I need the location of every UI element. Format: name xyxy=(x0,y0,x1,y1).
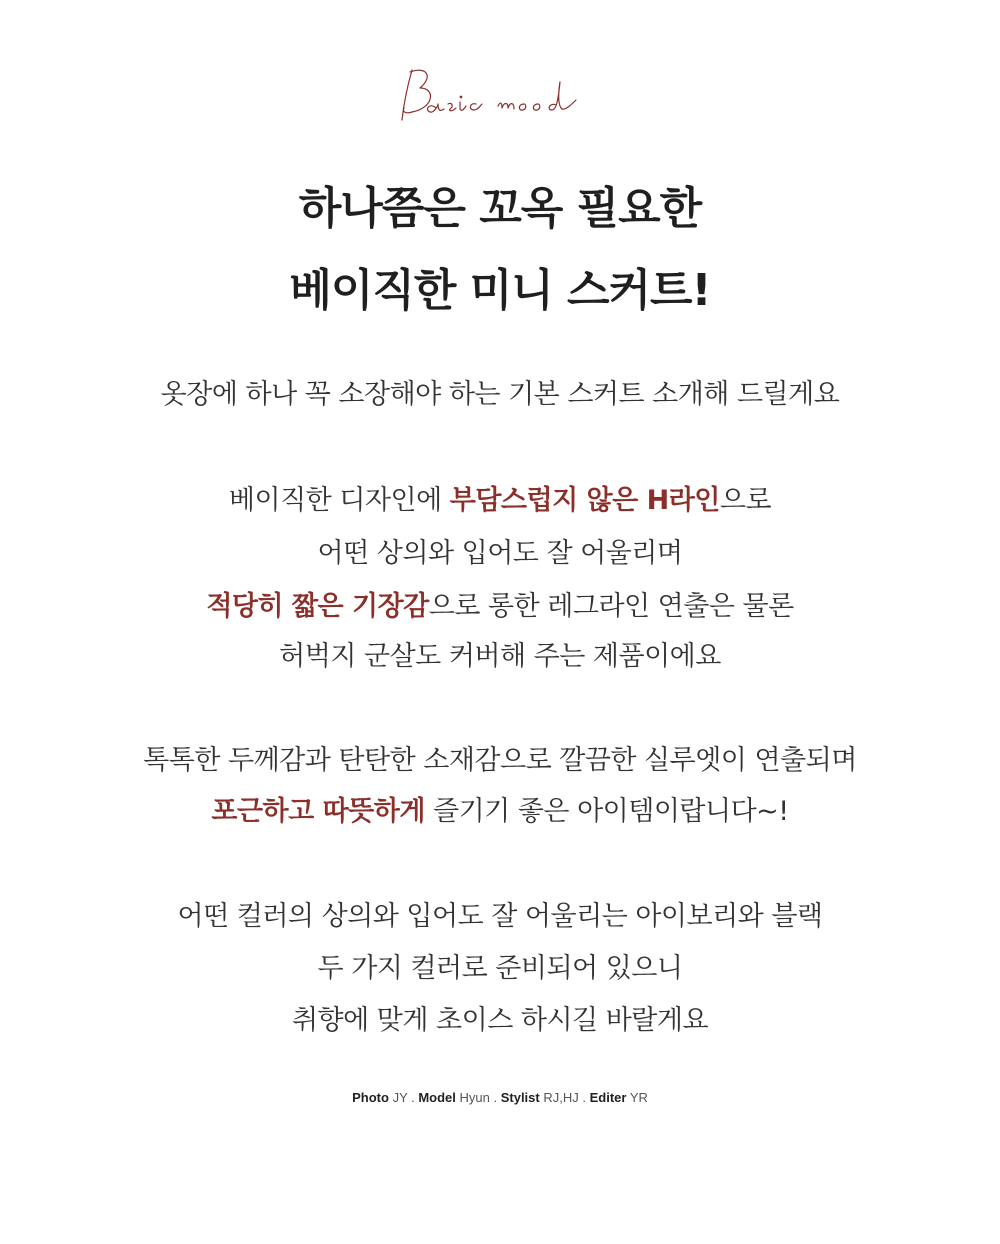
para3-line-2: 두 가지 컬러로 준비되어 있으니 xyxy=(317,953,683,984)
para1-line-3 xyxy=(0,584,1000,623)
credits-line xyxy=(0,1090,1000,1105)
intro-line: 옷장에 하나 꼭 소장해야 하는 기본 스커트 소개해 드릴게요 xyxy=(160,379,840,410)
headline-line-1: 하나쯤은 꼬옥 필요한 xyxy=(298,183,702,234)
script-title-logo xyxy=(390,62,610,134)
para2-line-1: 톡톡한 두께감과 탄탄한 소재감으로 깔끔한 실루엣이 연출되며 xyxy=(143,745,857,776)
headline-line-2: 베이직한 미니 스커트! xyxy=(289,265,711,316)
para1-line-3-text: 으로 롱한 레그라인 연출은 물론 xyxy=(428,591,794,622)
credit-editer-label: Editer xyxy=(589,1090,627,1105)
credit-model-value: Hyun . xyxy=(459,1090,501,1105)
para1-line-1 xyxy=(0,478,1000,517)
credit-photo-value: JY . xyxy=(392,1090,419,1105)
para1-line-1-text-b: 으로 xyxy=(719,485,772,516)
para2-line-2 xyxy=(0,789,1000,828)
para3-line-3: 취향에 맞게 초이스 하시길 바랄게요 xyxy=(291,1005,709,1036)
credit-stylist-value: RJ,HJ . xyxy=(543,1090,590,1105)
para2-line-2-accent: 포근하고 따뜻하게 xyxy=(211,796,425,827)
credit-stylist-label: Stylist xyxy=(500,1090,540,1105)
para1-line-3-accent: 적당히 짧은 기장감 xyxy=(206,591,429,622)
credit-photo-label: Photo xyxy=(352,1090,389,1105)
para1-line-1-text-a: 베이직한 디자인에 xyxy=(228,485,450,516)
para1-line-1-accent: 부담스럽지 않은 H라인 xyxy=(449,485,720,516)
para1-line-4: 허벅지 군살도 커버해 주는 제품이에요 xyxy=(279,641,721,672)
script-title-graphic xyxy=(390,62,610,134)
para3-line-1: 어떤 컬러의 상의와 입어도 잘 어울리는 아이보리와 블랙 xyxy=(177,901,823,932)
credit-editer-value: YR xyxy=(629,1090,648,1105)
credit-model-label: Model xyxy=(418,1090,456,1105)
para2-line-2-text: 즐기기 좋은 아이템이랍니다~! xyxy=(424,796,789,827)
para1-line-2: 어떤 상의와 입어도 잘 어울리며 xyxy=(317,538,683,569)
